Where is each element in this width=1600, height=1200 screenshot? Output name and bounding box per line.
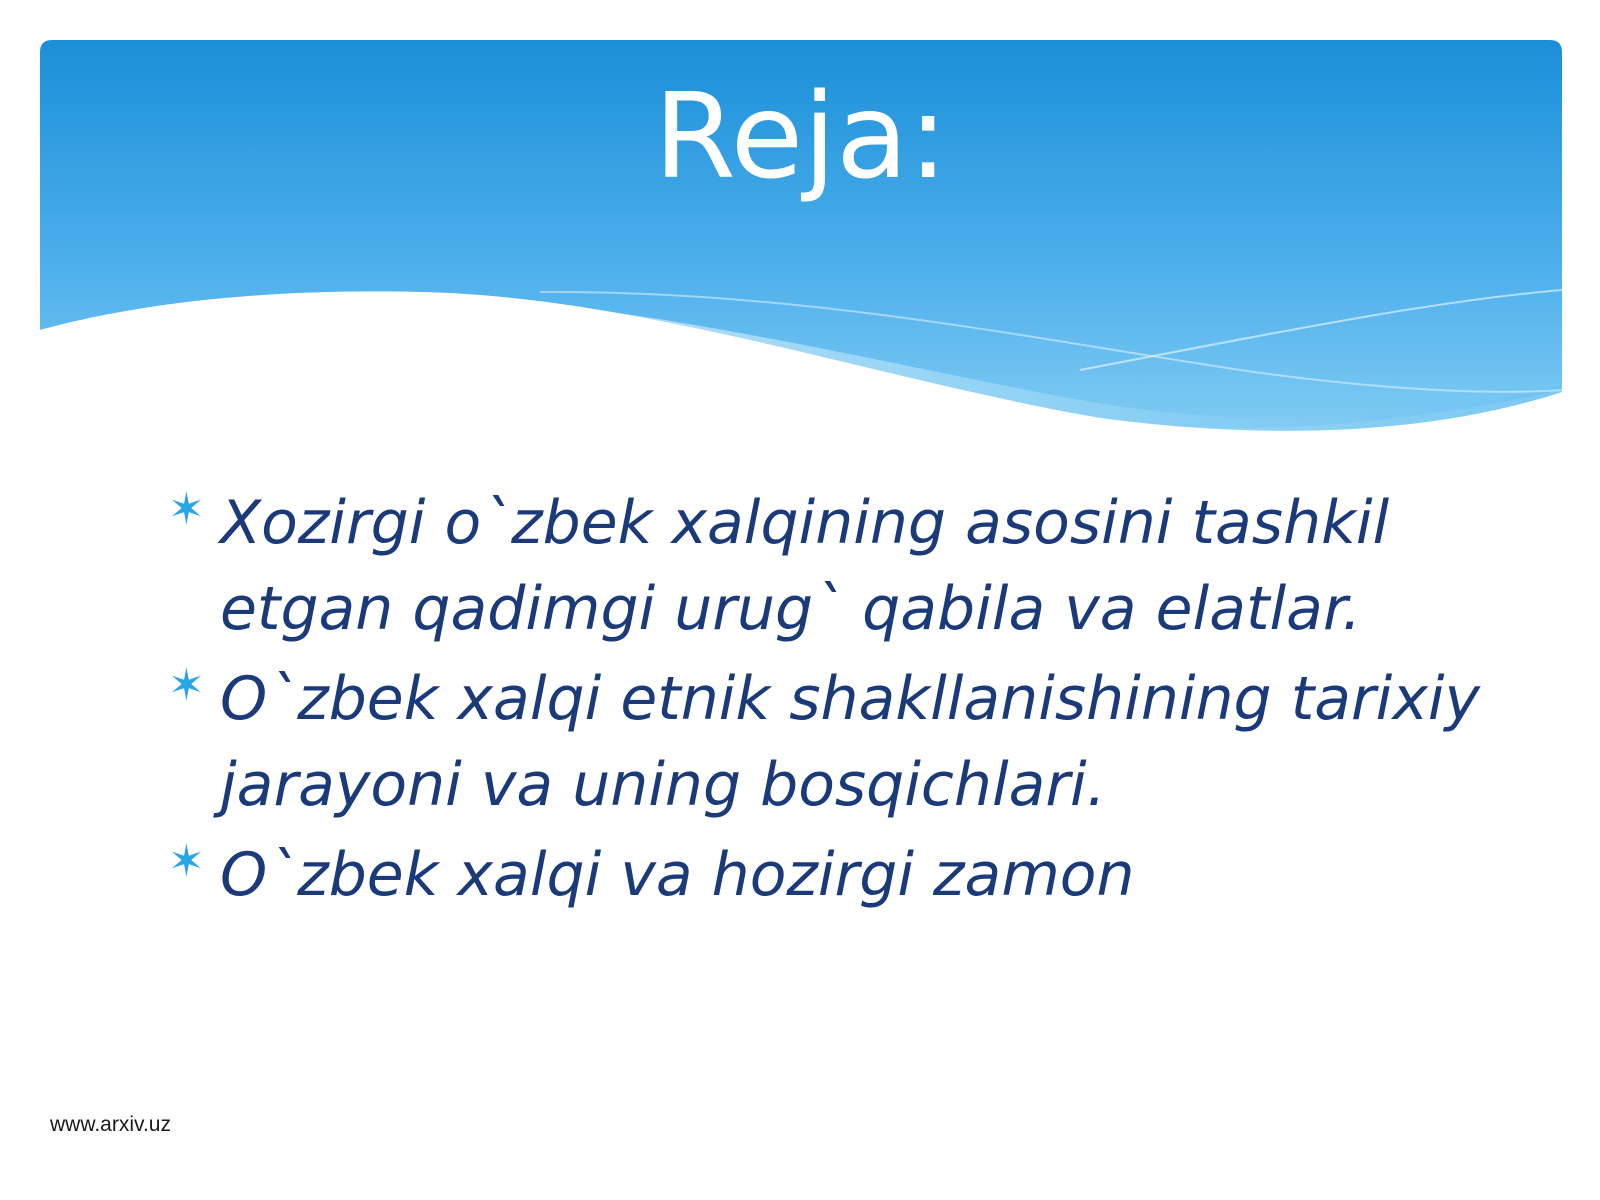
bullet-text: O`zbek xalqi etnik shakllanishining tarixiy jarayoni va uning bosqichlari.	[220, 664, 1481, 820]
list-item	[168, 832, 1548, 918]
bullet-list	[168, 480, 1548, 922]
asterisk-bullet-icon: ✶	[168, 660, 205, 711]
list-item	[168, 480, 1548, 652]
asterisk-bullet-icon: ✶	[168, 836, 205, 887]
bullet-text: Xozirgi o`zbek xalqining asosini tashkil etgan qadimgi urug` qabila va elatlar.	[220, 488, 1390, 644]
asterisk-bullet-icon: ✶	[168, 484, 205, 535]
slide-title: Reja:	[653, 67, 949, 205]
list-item	[168, 656, 1548, 828]
bullet-text: O`zbek xalqi va hozirgi zamon	[220, 840, 1135, 910]
footer-url: www.arxiv.uz	[50, 1113, 171, 1136]
